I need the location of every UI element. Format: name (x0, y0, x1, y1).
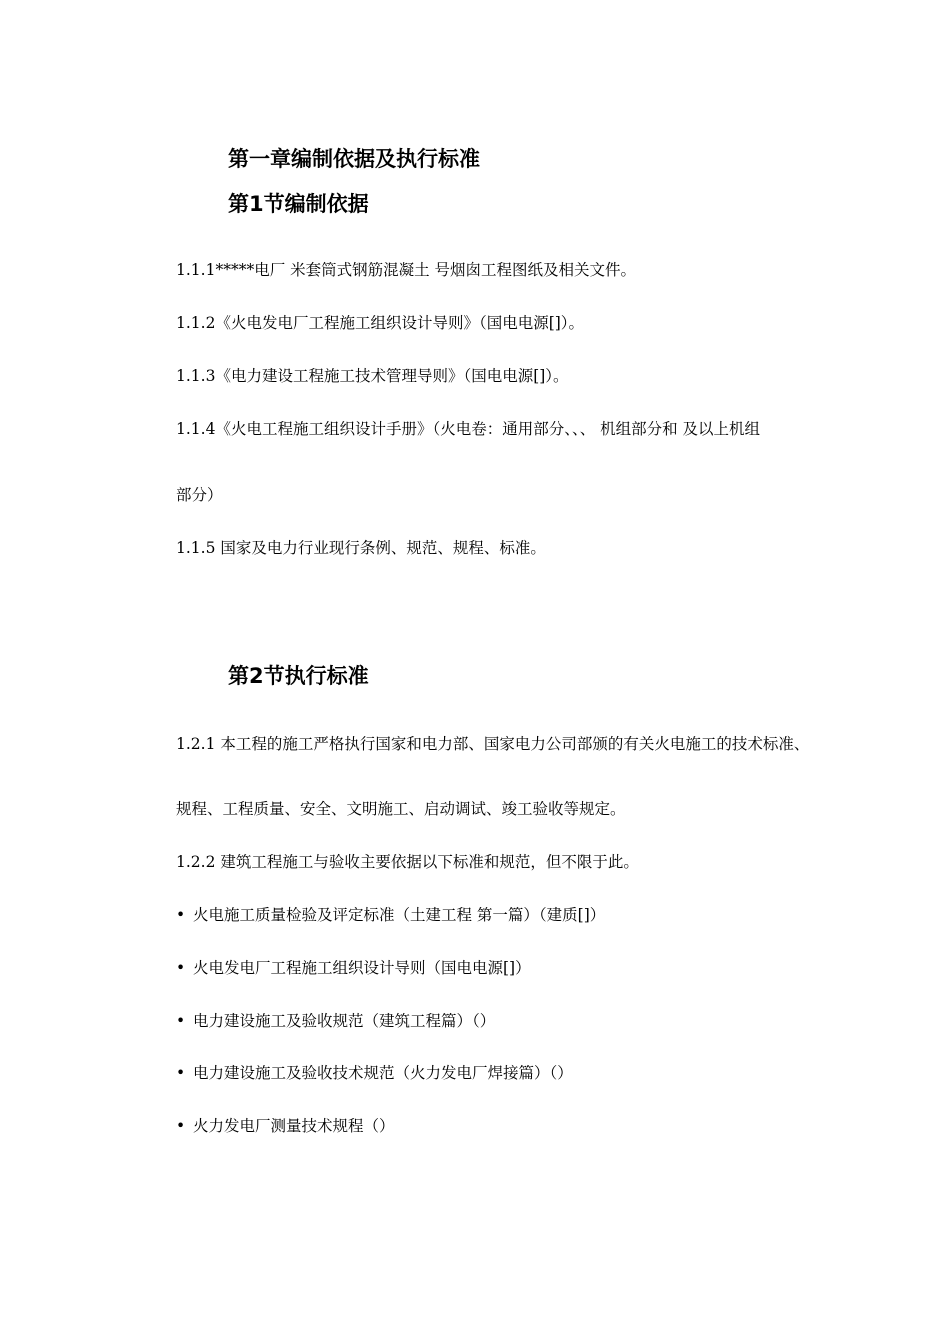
chapter-title: 第一章编制依据及执行标准 (228, 147, 480, 171)
list-item-text: 电力建设施工及验收规范（建筑工程篇）（） (193, 1012, 496, 1030)
bullet-icon: • (176, 1012, 186, 1030)
list-item-text: 火力发电厂测量技术规程（） (193, 1117, 395, 1135)
paragraph-1-1-4: 1.1.4《火电工程施工组织设计手册》（火电卷：通用部分、、、 机组部分和 及以上机组 (176, 420, 761, 438)
paragraph-1-1-5: 1.1.5 国家及电力行业现行条例、规范、规程、标准。 (176, 539, 546, 557)
list-item (176, 957, 531, 979)
paragraph-1-1-4-continued: 部分） (176, 486, 223, 504)
paragraph-1-2-1-continued: 规程、工程质量、安全、文明施工、启动调试、竣工验收等规定。 (176, 800, 626, 818)
paragraph-1-2-1: 1.2.1 本工程的施工严格执行国家和电力部、国家电力公司部颁的有关火电施工的技术标准、 (176, 735, 810, 753)
list-item (176, 1062, 573, 1084)
list-item-text: 电力建设施工及验收技术规范（火力发电厂焊接篇）（） (193, 1064, 573, 1082)
section-2-title: 第2节执行标准 (228, 664, 369, 688)
list-item-text: 火电发电厂工程施工组织设计导则（国电电源[]） (193, 959, 531, 977)
list-item (176, 904, 605, 926)
list-item (176, 1115, 395, 1137)
list-item (176, 1010, 495, 1032)
bullet-icon: • (176, 959, 186, 977)
bullet-icon: • (176, 1064, 186, 1082)
paragraph-1-2-2: 1.2.2 建筑工程施工与验收主要依据以下标准和规范，但不限于此。 (176, 853, 639, 871)
paragraph-1-1-3: 1.1.3《电力建设工程施工技术管理导则》（国电电源[]）。 (176, 367, 569, 385)
list-item-text: 火电施工质量检验及评定标准（土建工程 第一篇）（建质[]） (193, 906, 606, 924)
paragraph-1-1-1: 1.1.1*****电厂 米套筒式钢筋混凝土 号烟囱工程图纸及相关文件。 (176, 261, 637, 279)
bullet-icon: • (176, 1117, 186, 1135)
paragraph-1-1-2: 1.1.2《火电发电厂工程施工组织设计导则》（国电电源[]）。 (176, 314, 585, 332)
section-1-title: 第1节编制依据 (228, 192, 369, 216)
bullet-icon: • (176, 906, 186, 924)
